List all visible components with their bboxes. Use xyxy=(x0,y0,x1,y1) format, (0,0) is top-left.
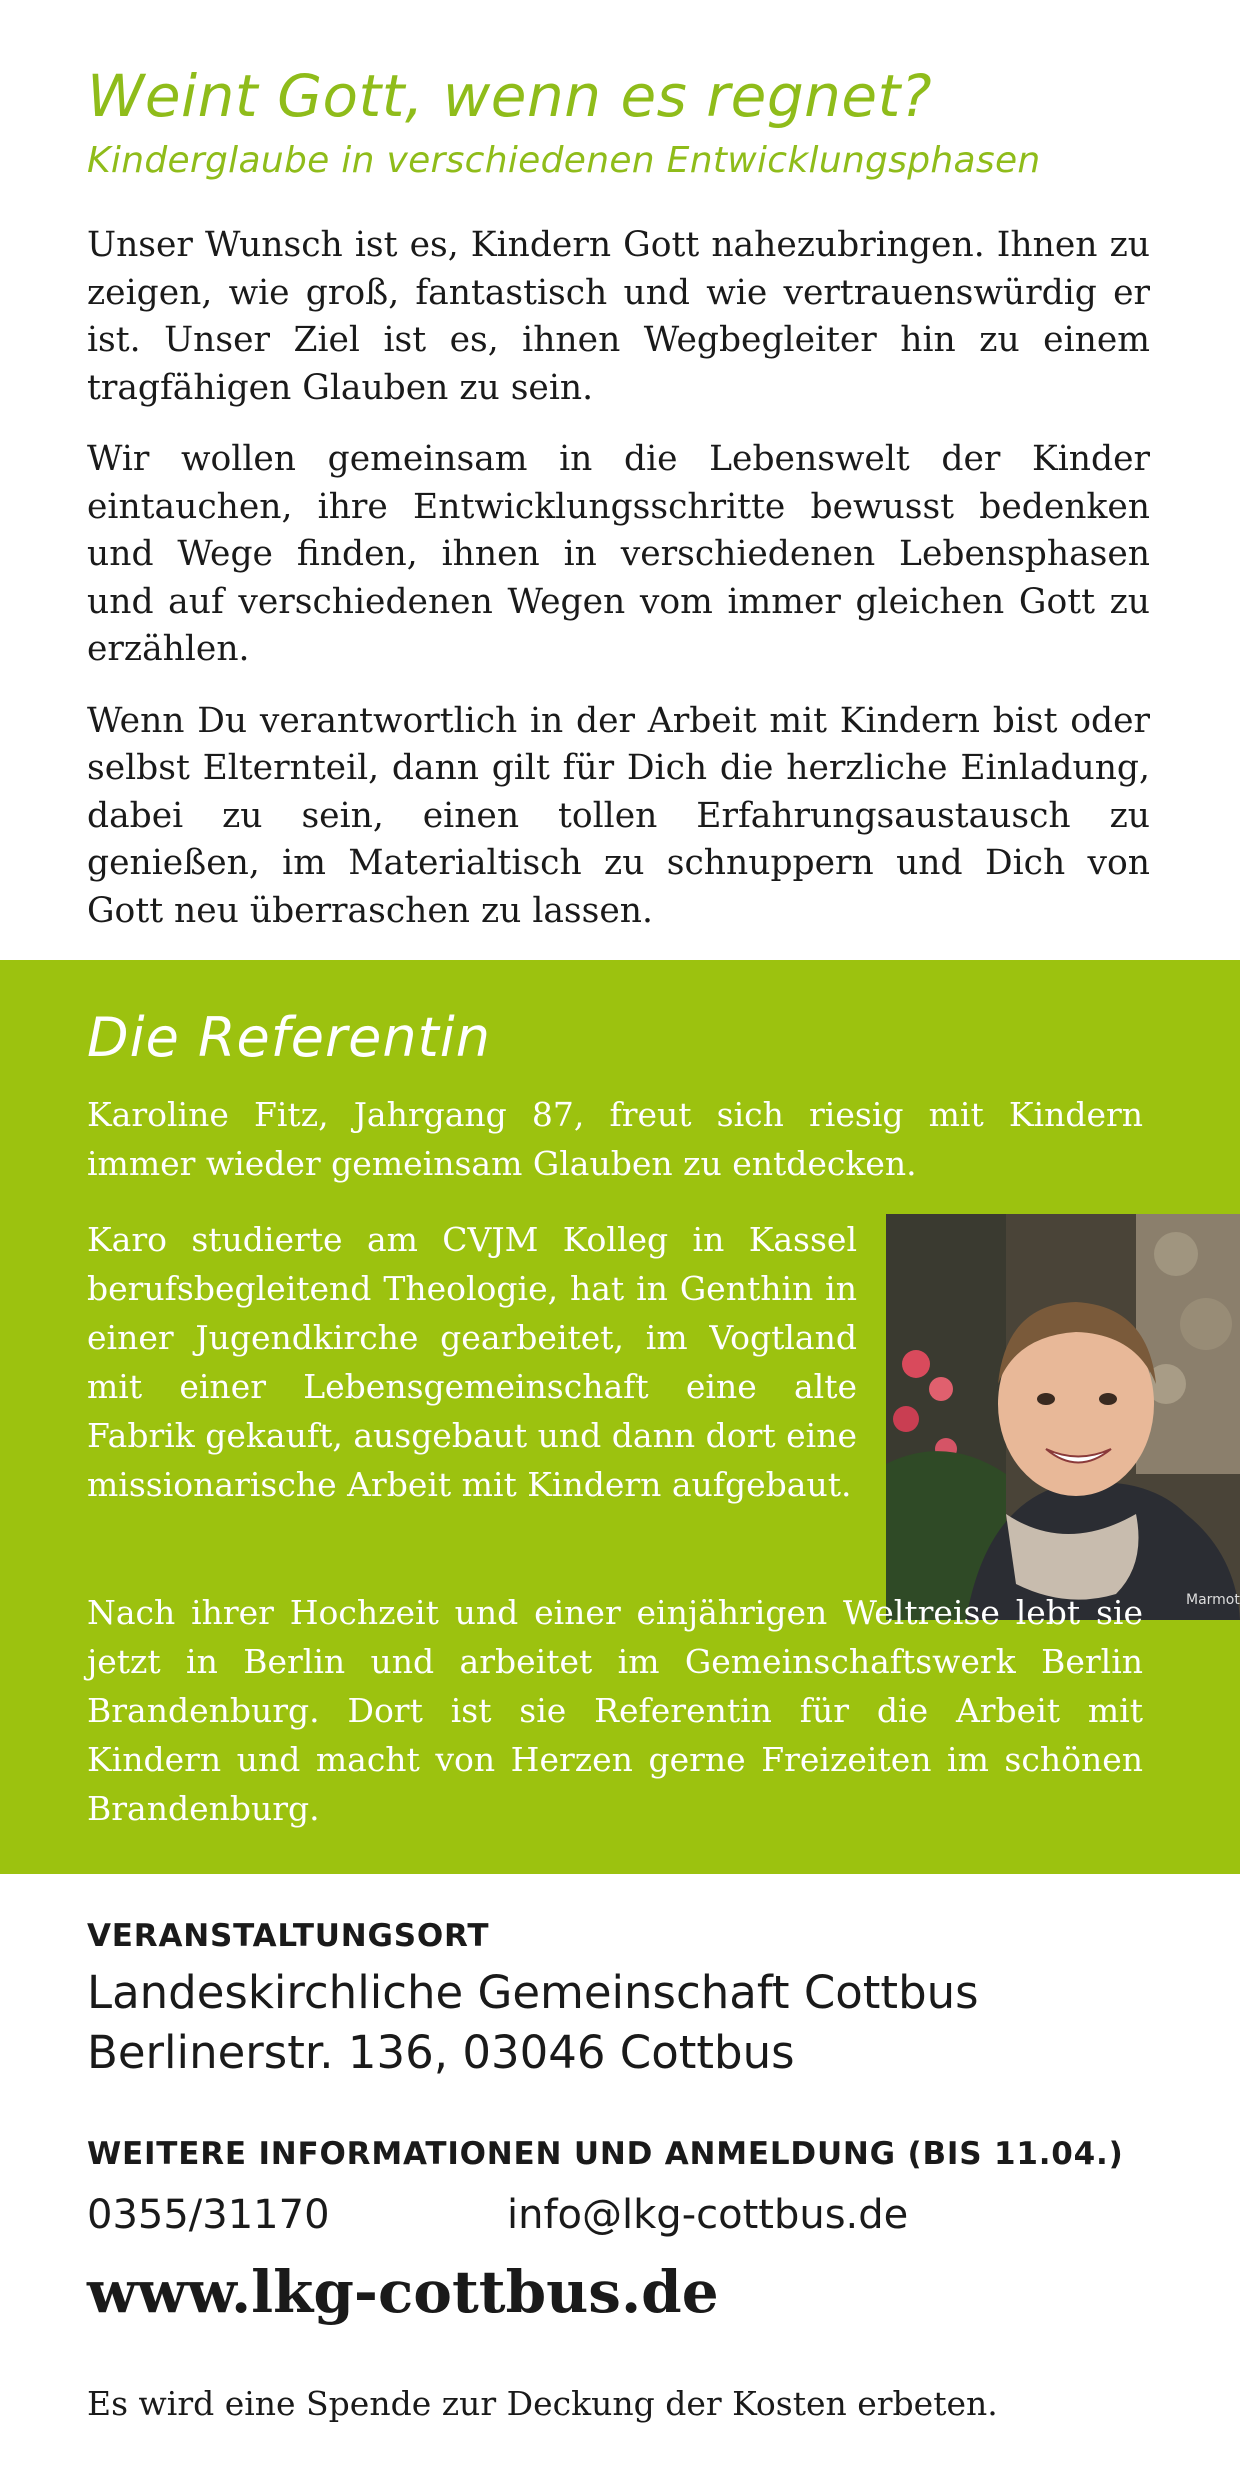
speaker-bio-3 xyxy=(87,1588,1143,1833)
speaker-heading: Die Referentin xyxy=(87,1006,491,1069)
venue-address: Berlinerstr. 136, 03046 Cottbus xyxy=(87,2026,795,2079)
speaker-bio-1-text: Karoline Fitz, Jahrgang 87, freut sich riesig mit Kindern immer wieder gemeinsam Glauben zu entdecken. xyxy=(87,1095,1143,1183)
jacket-logo-text: Marmot xyxy=(1186,1592,1240,1608)
venue-name: Landeskirchliche Gemeinschaft Cottbus xyxy=(87,1966,979,2019)
intro-paragraph-1: Unser Wunsch ist es, Kindern Gott nahezubringen. Ihnen zu zeigen, wie groß, fantastisch und wie vertrauenswürdig er ist. Unser Ziel ist es, ihnen Wegbegleiter hin zu einem tragfähigen Glauben zu sein. xyxy=(87,225,1150,408)
donation-note: Es wird eine Spende zur Deckung der Kosten erbeten. xyxy=(87,2384,998,2423)
speaker-portrait-image xyxy=(886,1214,1240,1620)
speaker-bio-2-text: Karo studierte am CVJM Kolleg in Kassel berufsbegleitend Theologie, hat in Genthin in einer Jugendkirche gearbeitet, im Vogtland mit einer Lebensgemeinschaft eine alte Fabrik gekauft, ausgebaut und dann dort eine missionarische Arbeit mit Kindern aufgebaut. xyxy=(87,1220,857,1504)
website-link[interactable]: www.lkg-cottbus.de xyxy=(87,2258,719,2326)
intro-section xyxy=(0,0,1240,960)
speaker-bio-2 xyxy=(87,1215,857,1509)
speaker-bio-3-text: Nach ihrer Hochzeit und einer einjährigen Weltreise lebt sie jetzt in Berlin und arbeitet im Gemeinschaftswerk Berlin Brandenburg. Dort ist sie Referentin für die Arbeit mit Kindern und macht von Herzen gerne Freizeiten im schönen Brandenburg. xyxy=(87,1593,1143,1828)
email-link[interactable]: info@lkg-cottbus.de xyxy=(507,2192,909,2238)
page-subtitle: Kinderglaube in verschiedenen Entwicklungsphasen xyxy=(87,140,1041,181)
intro-paragraph-3: Wenn Du verantwortlich in der Arbeit mit Kindern bist oder selbst Elternteil, dann gilt für Dich die herzliche Einladung, dabei zu sein, einen tollen Erfahrungsaustausch zu genießen, im Materialtisch zu schnuppern und Dich von Gott neu überraschen zu lassen. xyxy=(87,700,1150,931)
intro-text xyxy=(87,222,1150,959)
contact-label: WEITERE INFORMATIONEN UND ANMELDUNG (BIS 11.04.) xyxy=(87,2136,1124,2172)
intro-paragraph-2: Wir wollen gemeinsam in die Lebenswelt der Kinder eintauchen, ihre Entwicklungsschritte bewusst bedenken und Wege finden, ihnen in verschiedenen Lebensphasen und auf verschiedenen Wegen vom immer gleichen Gott zu erzählen. xyxy=(87,439,1150,669)
phone-number[interactable]: 0355/31170 xyxy=(87,2192,330,2238)
speaker-photo xyxy=(886,1214,1240,1620)
speaker-section xyxy=(0,960,1240,1874)
speaker-bio-1 xyxy=(87,1090,1143,1188)
page-title: Weint Gott, wenn es regnet? xyxy=(87,62,933,130)
venue-label: VERANSTALTUNGSORT xyxy=(87,1918,490,1954)
